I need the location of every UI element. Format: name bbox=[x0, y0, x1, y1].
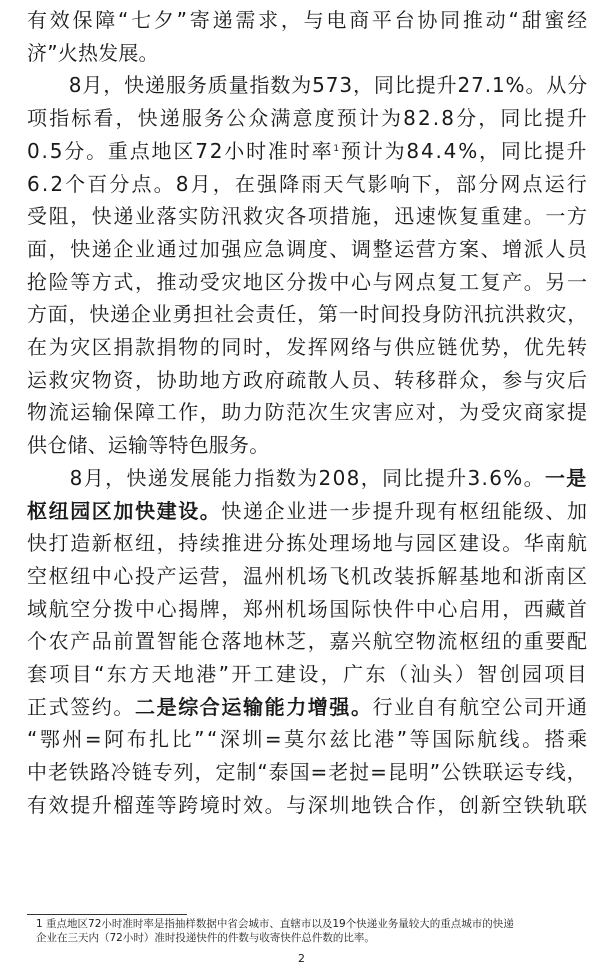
text-run: 预计为84.4%，同比提升 bbox=[340, 138, 589, 163]
text-run: 域航空分拨中心揭牌，郑州机场国际快件中心启用，西藏首 bbox=[27, 596, 589, 621]
text-run: 济”火热发展。 bbox=[27, 40, 159, 65]
text-run: 6.2个百分点。8月，在强降雨天气影响下，部分网点运行 bbox=[27, 171, 589, 196]
text-line bbox=[27, 693, 589, 722]
page-number: 2 bbox=[298, 952, 305, 965]
text-line bbox=[27, 268, 589, 297]
text-line bbox=[27, 627, 589, 656]
text-run: 运救灾物资，协助地方政府疏散人员、转移群众，参与灾后 bbox=[27, 367, 589, 392]
text-line bbox=[27, 300, 588, 329]
text-run: 套项目“东方天地港”开工建设，广东（汕头）智创园项目 bbox=[27, 662, 590, 686]
text-run: 有效保障“七夕”寄递需求，与电商平台协同推动“甜蜜经 bbox=[27, 8, 590, 32]
text-line bbox=[27, 497, 589, 526]
footnote-ref: 1 bbox=[333, 143, 341, 154]
text-line bbox=[27, 791, 589, 820]
text-run: 空枢纽中心投产运营，温州机场飞机改装拆解基地和浙南区 bbox=[27, 563, 589, 588]
text-run: 在为灾区捐款捐物的同时，发挥网络与供应链优势，优先转 bbox=[27, 335, 589, 359]
text-line bbox=[27, 366, 589, 395]
footnote-line-2: 企业在三天内（72小时）准时投递快件的件数与收寄快件总件数的比率。 bbox=[36, 932, 375, 944]
text-run: 快打造新枢纽，持续推进分拣处理场地与园区建设。华南航 bbox=[27, 531, 589, 556]
text-line bbox=[27, 202, 589, 231]
text-line bbox=[27, 235, 589, 264]
text-line bbox=[27, 660, 589, 689]
text-run: 8月，快递服务质量指数为573，同比提升27.1%。从分 bbox=[27, 73, 589, 98]
text-line bbox=[27, 6, 590, 35]
bold-text: 二是综合运输能力增强。 bbox=[135, 694, 373, 719]
text-line bbox=[27, 104, 589, 133]
text-run: 面，快递企业通过加强应急调度、调整运营方案、增派人员 bbox=[27, 236, 589, 261]
text-run: “鄂州=阿布扎比”“深圳=莫尔兹比港”等国际航线。搭乘 bbox=[27, 727, 590, 752]
text-line bbox=[27, 758, 588, 787]
text-line bbox=[27, 137, 588, 166]
text-line bbox=[27, 725, 590, 754]
footnote-line-1: 1 重点地区72小时准时率是指抽样数据中省会城市、直辖市以及19个快递业务量较大的重点城市的快递 bbox=[36, 918, 514, 930]
text-run: 项指标看，快递服务公众满意度预计为82.8分，同比提升 bbox=[27, 106, 589, 131]
text-line bbox=[27, 464, 588, 493]
text-line bbox=[27, 333, 589, 362]
text-run: 供仓储、运输等特色服务。 bbox=[27, 433, 270, 458]
text-run: 方面，快递企业勇担社会责任，第一时间投身防汛抗洪救灾， bbox=[27, 302, 588, 327]
text-run: 个农产品前置智能仓落地林芝，嘉兴航空物流枢纽的重要配 bbox=[27, 629, 589, 654]
text-run: 快递企业进一步提升现有枢纽能级、加 bbox=[221, 498, 589, 523]
text-run: 物流运输保障工作，助力防范次生灾害应对，为受灾商家提 bbox=[27, 400, 589, 425]
bold-text: 枢纽园区加快建设。 bbox=[27, 498, 222, 523]
text-line bbox=[27, 595, 589, 624]
text-line bbox=[27, 170, 589, 199]
text-line bbox=[27, 71, 588, 100]
text-line bbox=[27, 431, 269, 460]
text-line bbox=[27, 398, 589, 427]
text-run: 8月，快递发展能力指数为208，同比提升3.6%。 bbox=[27, 465, 545, 490]
text-run: 有效提升榴莲等跨境时效。与深圳地铁合作，创新空铁轨联 bbox=[27, 792, 589, 817]
text-run: 受阻，快递业落实防汛救灾各项措施，迅速恢复重建。一方 bbox=[27, 204, 589, 229]
text-line bbox=[27, 529, 589, 558]
bold-text: 一是 bbox=[544, 465, 588, 490]
text-run: 行业自有航空公司开通 bbox=[372, 694, 589, 719]
text-run: 正式签约。 bbox=[27, 694, 135, 719]
footnote-divider bbox=[27, 914, 187, 915]
text-run: 中老铁路冷链专列，定制“泰国=老挝=昆明”公铁联运专线， bbox=[27, 760, 588, 785]
text-line bbox=[27, 39, 159, 68]
text-line bbox=[27, 562, 589, 591]
text-run: 抢险等方式，推动受灾地区分拨中心与网点复工复产。另一 bbox=[27, 269, 589, 294]
text-run: 0.5分。重点地区72小时准时率 bbox=[27, 138, 334, 163]
